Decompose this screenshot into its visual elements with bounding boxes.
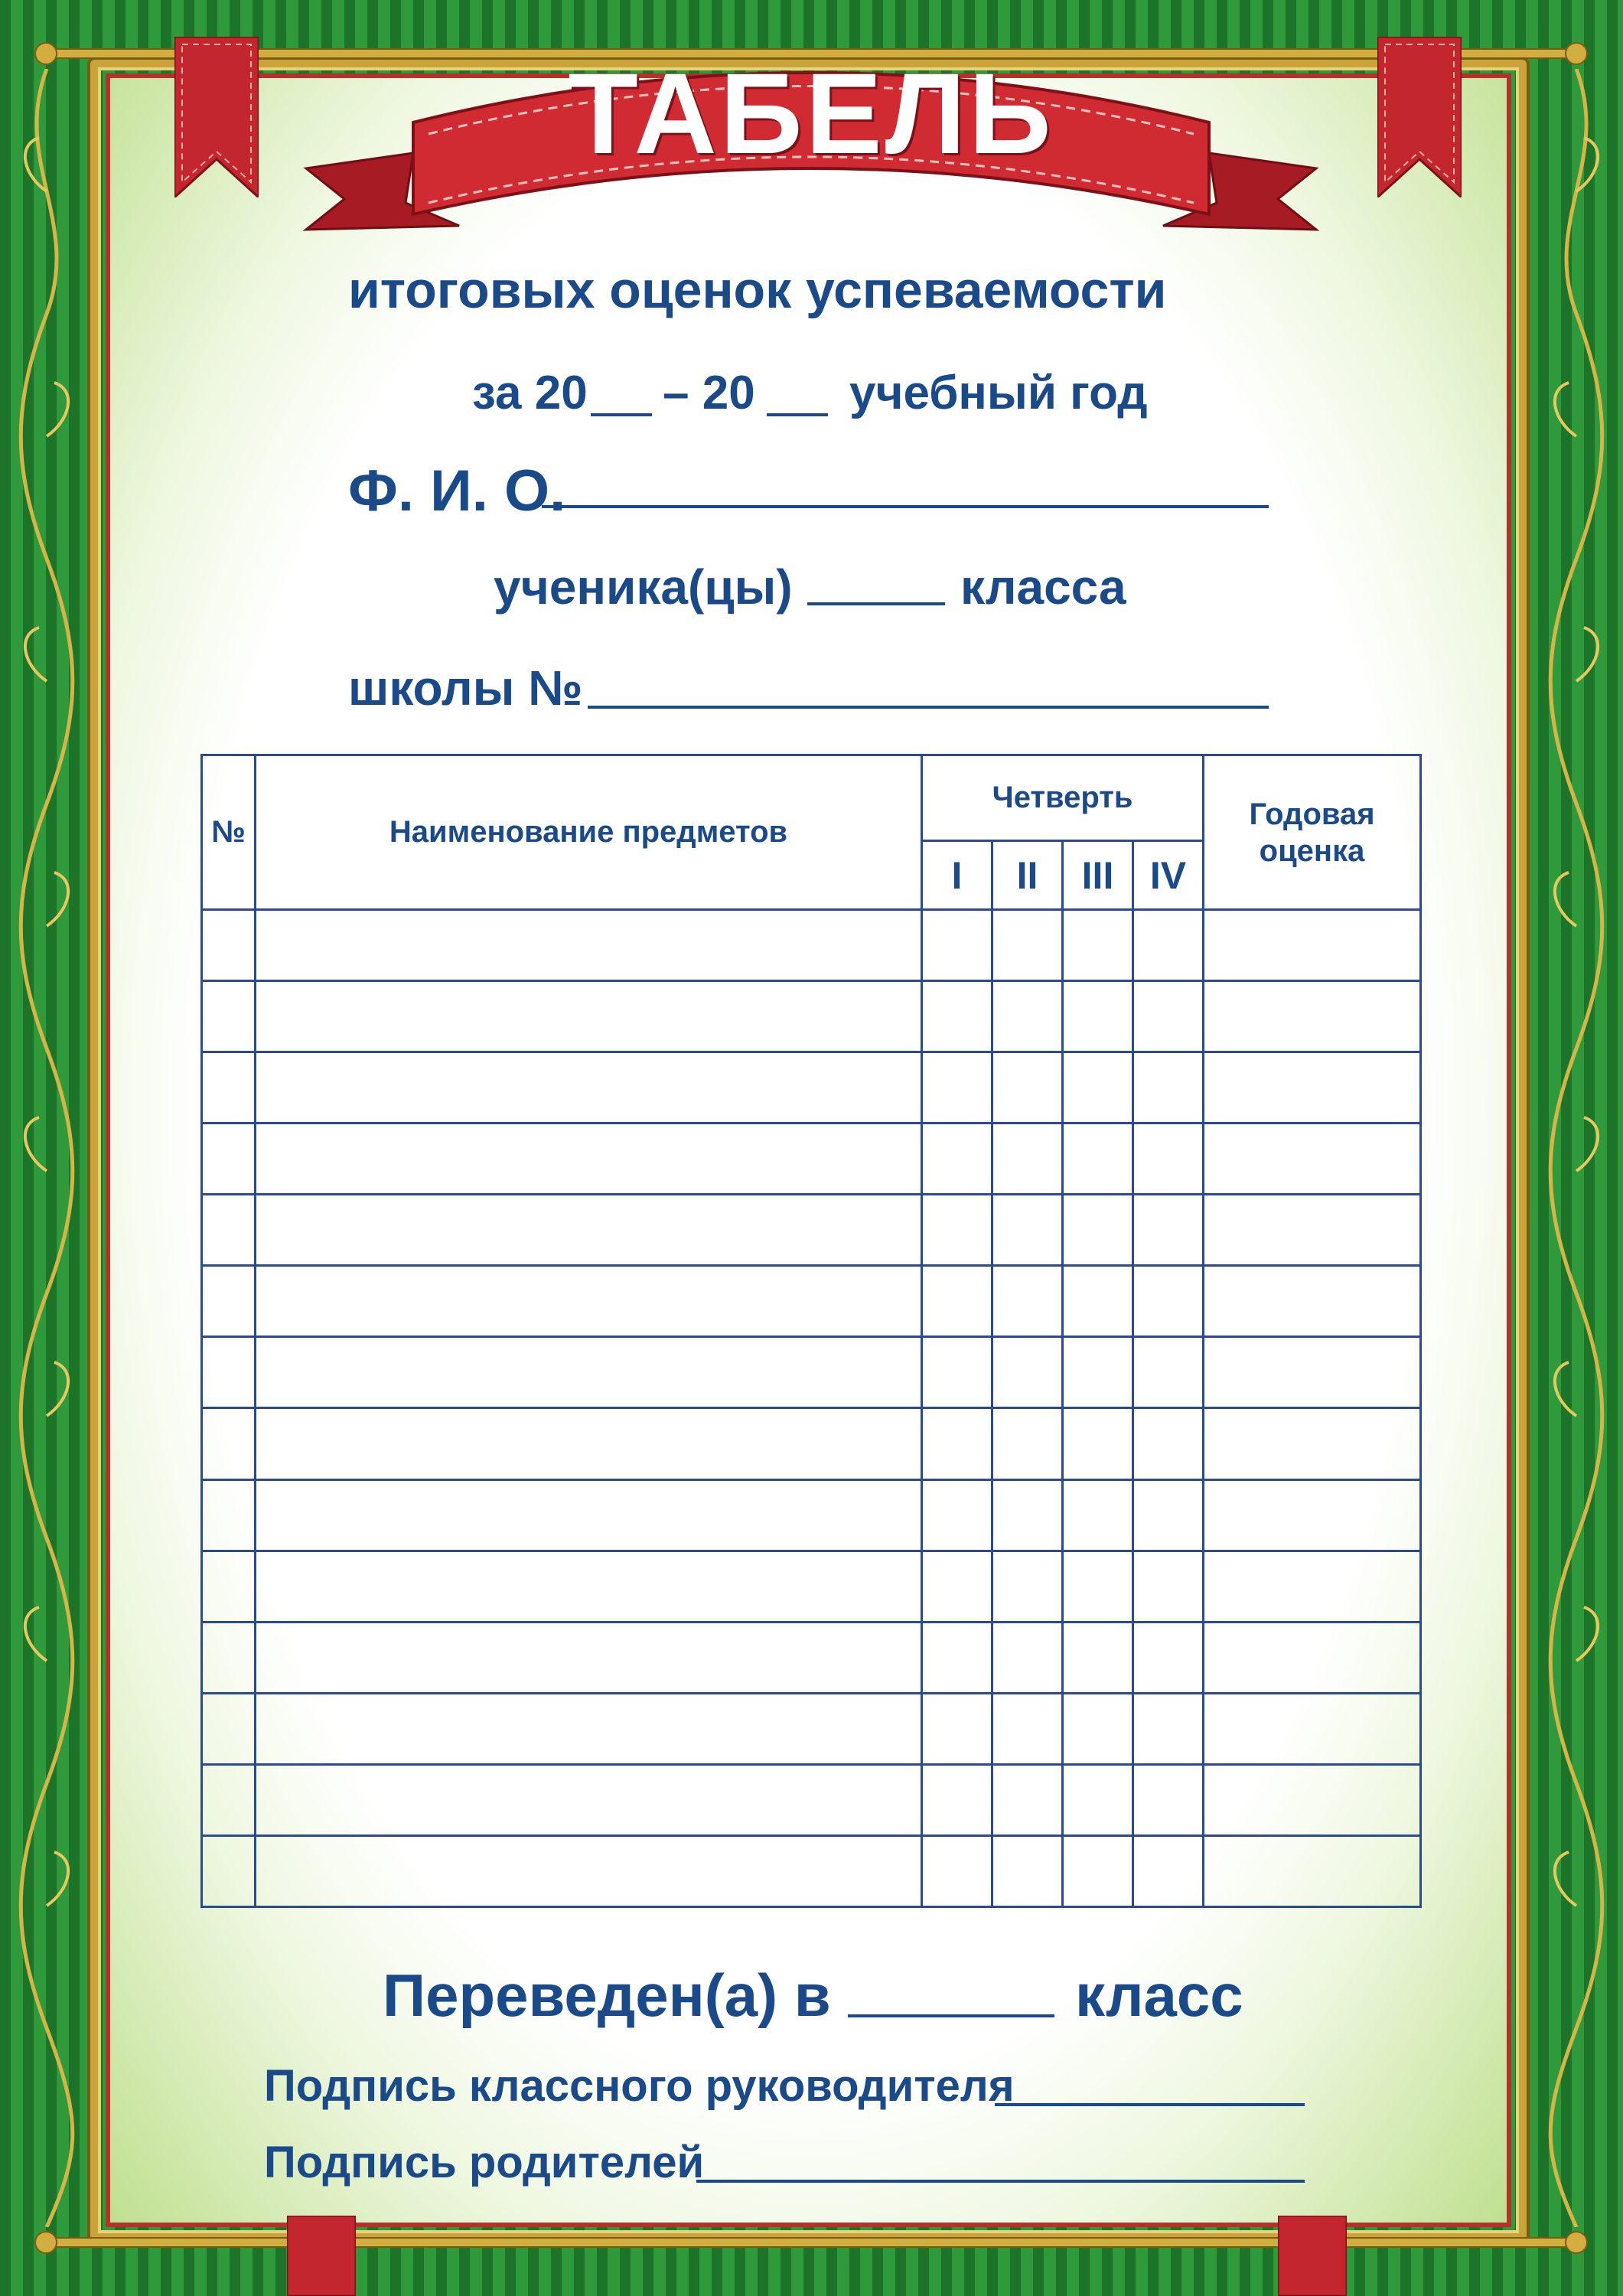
subject-cell[interactable] xyxy=(256,1764,922,1835)
quarter-1-cell[interactable] xyxy=(922,1266,992,1337)
quarter-2-cell[interactable] xyxy=(992,1835,1063,1906)
table-row xyxy=(202,1124,1421,1195)
header-subjects: Наименование предметов xyxy=(256,755,922,910)
subject-cell[interactable] xyxy=(256,1693,922,1764)
header-number: № xyxy=(202,755,256,910)
number-cell[interactable] xyxy=(202,1551,256,1622)
quarter-1-cell[interactable] xyxy=(922,981,992,1052)
subject-cell[interactable] xyxy=(256,981,922,1052)
quarter-3-cell[interactable] xyxy=(1063,1764,1133,1835)
promoted-suffix: класс xyxy=(1075,1962,1243,2029)
table-row xyxy=(202,910,1421,981)
gold-vine-ornament-left xyxy=(5,69,89,2227)
quarter-4-cell[interactable] xyxy=(1133,1764,1204,1835)
corner-ribbon-bottom-left xyxy=(287,2216,356,2296)
quarter-2-cell[interactable] xyxy=(992,1052,1063,1124)
quarter-3-cell[interactable] xyxy=(1063,1266,1133,1337)
quarter-4-cell[interactable] xyxy=(1133,1124,1204,1195)
quarter-2-cell[interactable] xyxy=(992,1195,1063,1266)
annual-grade-cell[interactable] xyxy=(1204,1124,1421,1195)
year-prefix: за 20 xyxy=(472,367,588,419)
quarter-3-cell[interactable] xyxy=(1063,1408,1133,1479)
table-row xyxy=(202,1052,1421,1124)
quarter-1-cell[interactable] xyxy=(922,1124,992,1195)
annual-grade-cell[interactable] xyxy=(1204,1693,1421,1764)
quarter-2-cell[interactable] xyxy=(992,1337,1063,1408)
annual-grade-cell[interactable] xyxy=(1204,1835,1421,1906)
class-blank xyxy=(807,602,945,605)
table-row xyxy=(202,1693,1421,1764)
quarter-1-cell[interactable] xyxy=(922,1764,992,1835)
number-cell[interactable] xyxy=(202,1479,256,1551)
quarter-3-cell[interactable] xyxy=(1063,1551,1133,1622)
number-cell[interactable] xyxy=(202,1764,256,1835)
quarter-3-cell[interactable] xyxy=(1063,1479,1133,1551)
subject-cell[interactable] xyxy=(256,1622,922,1693)
gold-bottom-rod xyxy=(31,2219,1592,2265)
quarter-2-cell[interactable] xyxy=(992,1764,1063,1835)
parents-signature-label: Подпись родителей xyxy=(264,2138,705,2187)
school-label: школы № xyxy=(348,660,583,716)
quarter-1-cell[interactable] xyxy=(922,1693,992,1764)
quarter-4-cell[interactable] xyxy=(1133,1195,1204,1266)
quarter-1-cell[interactable] xyxy=(922,910,992,981)
table-row xyxy=(202,1408,1421,1479)
class-label: класса xyxy=(960,559,1126,615)
quarter-1-cell[interactable] xyxy=(922,1052,992,1124)
year-end-blank xyxy=(767,413,828,416)
table-row xyxy=(202,981,1421,1052)
quarter-2-cell[interactable] xyxy=(992,1551,1063,1622)
document-subtitle: итоговых оценок успеваемости xyxy=(348,261,1167,319)
annual-grade-cell[interactable] xyxy=(1204,981,1421,1052)
student-label: ученика(цы) xyxy=(494,559,793,615)
subject-cell[interactable] xyxy=(256,1551,922,1622)
number-cell[interactable] xyxy=(202,1266,256,1337)
subject-cell[interactable] xyxy=(256,1124,922,1195)
grades-table xyxy=(200,754,1422,1908)
subject-cell[interactable] xyxy=(256,1195,922,1266)
quarter-3-cell[interactable] xyxy=(1063,1052,1133,1124)
quarter-4-cell[interactable] xyxy=(1133,910,1204,981)
number-cell[interactable] xyxy=(202,1052,256,1124)
fio-blank xyxy=(542,505,1269,508)
annual-grade-cell[interactable] xyxy=(1204,1195,1421,1266)
number-cell[interactable] xyxy=(202,1195,256,1266)
quarter-2-cell[interactable] xyxy=(992,1693,1063,1764)
gold-vine-ornament-right xyxy=(1534,69,1618,2227)
table-row xyxy=(202,1622,1421,1693)
quarter-4-cell[interactable] xyxy=(1133,1693,1204,1764)
number-cell[interactable] xyxy=(202,1337,256,1408)
subject-cell[interactable] xyxy=(256,1052,922,1124)
quarter-4-cell[interactable] xyxy=(1133,1337,1204,1408)
quarter-2-cell[interactable] xyxy=(992,1408,1063,1479)
parents-signature-blank xyxy=(696,2180,1305,2183)
year-start-blank xyxy=(591,413,652,416)
grades-table-body xyxy=(202,910,1421,1907)
quarter-3-cell[interactable] xyxy=(1063,1337,1133,1408)
quarter-2-cell[interactable] xyxy=(992,1479,1063,1551)
table-row xyxy=(202,1337,1421,1408)
quarter-2-cell[interactable] xyxy=(992,910,1063,981)
quarter-4-cell[interactable] xyxy=(1133,1551,1204,1622)
header-quarter-3: III xyxy=(1063,841,1133,910)
quarter-2-cell[interactable] xyxy=(992,981,1063,1052)
quarter-1-cell[interactable] xyxy=(922,1195,992,1266)
quarter-4-cell[interactable] xyxy=(1133,1266,1204,1337)
table-row xyxy=(202,1266,1421,1337)
subject-cell[interactable] xyxy=(256,1479,922,1551)
quarter-4-cell[interactable] xyxy=(1133,1622,1204,1693)
quarter-1-cell[interactable] xyxy=(922,1835,992,1906)
quarter-3-cell[interactable] xyxy=(1063,1622,1133,1693)
header-quarter-1: I xyxy=(922,841,992,910)
table-row xyxy=(202,1551,1421,1622)
promoted-class-blank xyxy=(848,2014,1054,2017)
annual-grade-cell[interactable] xyxy=(1204,1408,1421,1479)
number-cell[interactable] xyxy=(202,981,256,1052)
quarter-4-cell[interactable] xyxy=(1133,1052,1204,1124)
quarter-1-cell[interactable] xyxy=(922,1622,992,1693)
quarter-3-cell[interactable] xyxy=(1063,981,1133,1052)
number-cell[interactable] xyxy=(202,1693,256,1764)
table-row xyxy=(202,1764,1421,1835)
teacher-signature-label: Подпись классного руководителя xyxy=(264,2061,1015,2111)
annual-grade-cell[interactable] xyxy=(1204,1622,1421,1693)
year-suffix: учебный год xyxy=(849,367,1148,419)
table-row xyxy=(202,1195,1421,1266)
quarter-1-cell[interactable] xyxy=(922,1408,992,1479)
quarter-1-cell[interactable] xyxy=(922,1551,992,1622)
promoted-label: Переведен(а) в xyxy=(383,1962,831,2029)
annual-grade-cell[interactable] xyxy=(1204,1764,1421,1835)
number-cell[interactable] xyxy=(202,1124,256,1195)
number-cell[interactable] xyxy=(202,1835,256,1906)
annual-grade-cell[interactable] xyxy=(1204,1052,1421,1124)
table-row xyxy=(202,1835,1421,1906)
quarter-4-cell[interactable] xyxy=(1133,981,1204,1052)
subject-cell[interactable] xyxy=(256,1835,922,1906)
annual-grade-cell[interactable] xyxy=(1204,1266,1421,1337)
quarter-1-cell[interactable] xyxy=(922,1337,992,1408)
annual-grade-cell[interactable] xyxy=(1204,1551,1421,1622)
quarter-1-cell[interactable] xyxy=(922,1479,992,1551)
corner-ribbon-top-left xyxy=(174,37,259,197)
annual-grade-cell[interactable] xyxy=(1204,1337,1421,1408)
quarter-4-cell[interactable] xyxy=(1133,1479,1204,1551)
quarter-3-cell[interactable] xyxy=(1063,1835,1133,1906)
annual-grade-cell[interactable] xyxy=(1204,910,1421,981)
table-row xyxy=(202,1479,1421,1551)
annual-grade-cell[interactable] xyxy=(1204,1479,1421,1551)
number-cell[interactable] xyxy=(202,1408,256,1479)
fio-label: Ф. И. О. xyxy=(348,458,566,523)
quarter-2-cell[interactable] xyxy=(992,1622,1063,1693)
quarter-2-cell[interactable] xyxy=(992,1266,1063,1337)
year-dash: – 20 xyxy=(663,367,755,419)
subject-cell[interactable] xyxy=(256,1266,922,1337)
header-annual: Годовая оценка xyxy=(1204,755,1421,910)
subject-cell[interactable] xyxy=(256,1337,922,1408)
quarter-4-cell[interactable] xyxy=(1133,1408,1204,1479)
header-quarter-4: IV xyxy=(1133,841,1204,910)
school-blank xyxy=(588,706,1269,709)
document-title: ТАБЕЛЬ xyxy=(568,49,1054,178)
corner-ribbon-top-right xyxy=(1377,37,1462,197)
number-cell[interactable] xyxy=(202,1622,256,1693)
subject-cell[interactable] xyxy=(256,910,922,981)
number-cell[interactable] xyxy=(202,910,256,981)
quarter-4-cell[interactable] xyxy=(1133,1835,1204,1906)
corner-ribbon-bottom-right xyxy=(1278,2216,1347,2296)
quarter-3-cell[interactable] xyxy=(1063,1693,1133,1764)
header-quarter-2: II xyxy=(992,841,1063,910)
quarter-3-cell[interactable] xyxy=(1063,1195,1133,1266)
quarter-3-cell[interactable] xyxy=(1063,910,1133,981)
header-quarter: Четверть xyxy=(922,755,1204,841)
subject-cell[interactable] xyxy=(256,1408,922,1479)
quarter-3-cell[interactable] xyxy=(1063,1124,1133,1195)
teacher-signature-blank xyxy=(995,2103,1305,2106)
quarter-2-cell[interactable] xyxy=(992,1124,1063,1195)
